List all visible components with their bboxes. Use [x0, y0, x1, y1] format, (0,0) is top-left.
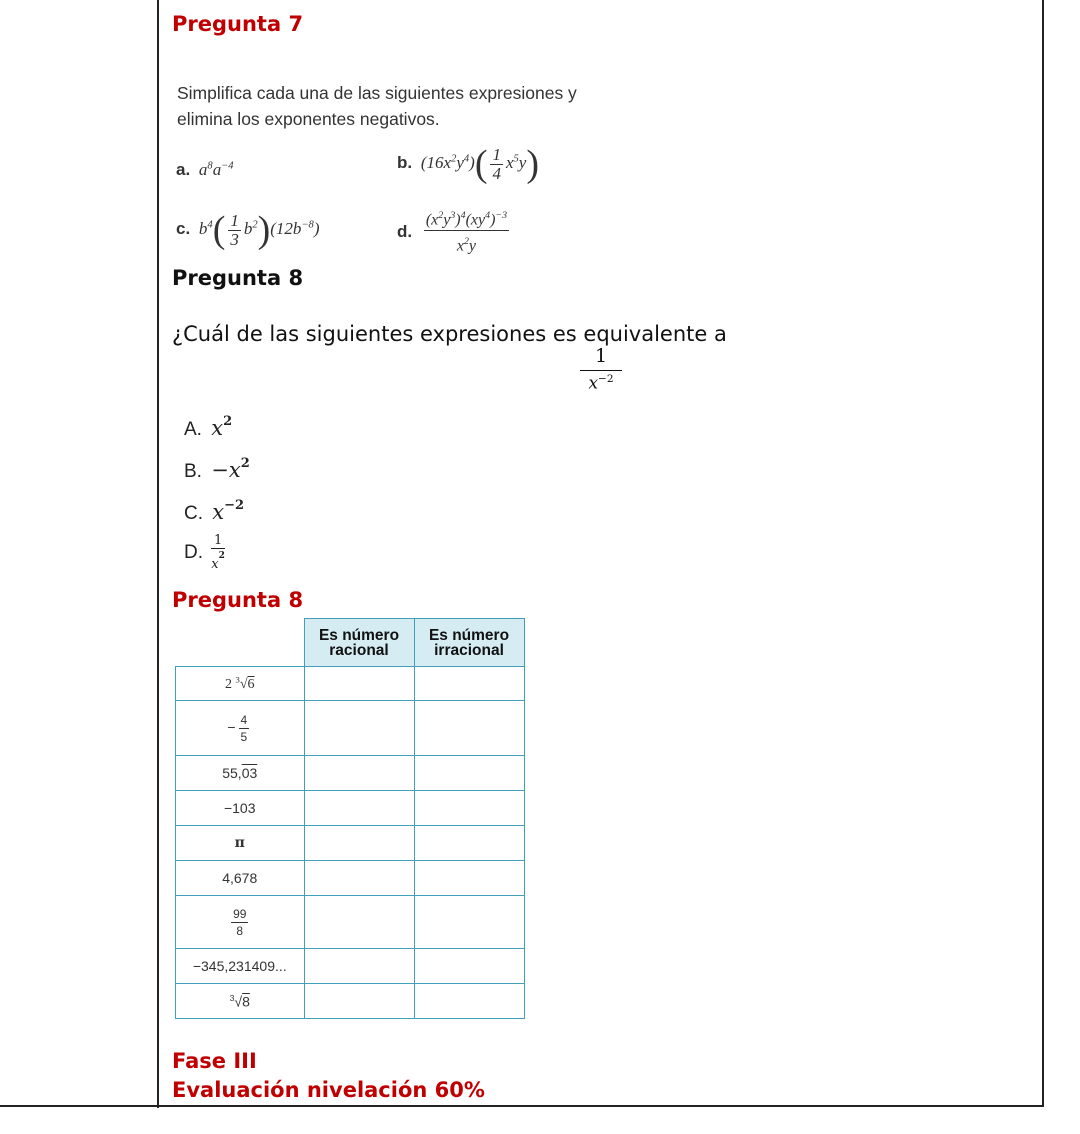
option-c-letter: C.	[184, 503, 203, 524]
cell-racional-8[interactable]	[304, 949, 414, 984]
row-label-6: 4,678	[176, 861, 305, 896]
row-label-2: − $\frac{4}{5}$	[176, 701, 305, 756]
option-c-expression: $x^{-2}$	[212, 498, 245, 524]
row-label-9: $^3$√8	[176, 984, 305, 1019]
exercise-b-label: b.	[397, 153, 413, 173]
frame-right-border	[1042, 0, 1044, 1106]
fraction-numerator: 1	[580, 345, 622, 371]
exercise-c-label: c.	[176, 219, 191, 239]
frame-left-border	[157, 0, 159, 1108]
option-d[interactable]	[184, 534, 228, 572]
exercise-a-label: a.	[176, 160, 191, 179]
header-irracional: Es número irracional	[414, 619, 524, 667]
cell-irracional-6[interactable]	[414, 861, 524, 896]
equivalent-fraction	[580, 345, 622, 394]
cell-racional-7[interactable]	[304, 896, 414, 949]
option-a-letter: A.	[184, 419, 202, 440]
number-classification-table	[175, 618, 525, 1019]
cell-racional-9[interactable]	[304, 984, 414, 1019]
option-d-expression: $\frac{1}{x^2}$	[211, 533, 225, 572]
option-c[interactable]	[184, 498, 244, 525]
cell-irracional-4[interactable]	[414, 791, 524, 826]
cell-irracional-5[interactable]	[414, 826, 524, 861]
row-label-3: 55,03	[176, 756, 305, 791]
pregunta-8-question: ¿Cuál de las siguientes expresiones es equivalente a	[172, 322, 727, 346]
cell-irracional-2[interactable]	[414, 701, 524, 756]
pregunta-7-intro: Simplifica cada una de las siguientes expresiones y elimina los exponentes negativos.	[177, 83, 577, 129]
fase-title: Fase III	[172, 1049, 257, 1073]
option-a-expression: $x^2$	[211, 414, 233, 440]
exercise-a	[176, 160, 234, 180]
cell-racional-6[interactable]	[304, 861, 414, 896]
option-b-letter: B.	[184, 461, 202, 482]
cell-racional-2[interactable]	[304, 701, 414, 756]
cell-irracional-8[interactable]	[414, 949, 524, 984]
header-racional: Es número racional	[304, 619, 414, 667]
exercise-d-expression: $\frac{(x^2y^3)^4(xy^4)^{-3}}{x^2y}$	[424, 206, 509, 258]
fraction-denominator: $x^{-2}$	[588, 373, 614, 394]
cell-irracional-1[interactable]	[414, 667, 524, 701]
cell-irracional-3[interactable]	[414, 756, 524, 791]
cell-irracional-7[interactable]	[414, 896, 524, 949]
row-label-4: −103	[176, 791, 305, 826]
cell-irracional-9[interactable]	[414, 984, 524, 1019]
exercise-d	[397, 206, 512, 258]
row-label-1: 2 $^3$√6	[176, 667, 305, 701]
pregunta-8-table-title: Pregunta 8	[172, 588, 304, 612]
cell-racional-4[interactable]	[304, 791, 414, 826]
exercise-b-expression: $(16x^2y^4)$( $\frac{1}{4}$ $x^5y$)	[420, 143, 539, 186]
row-label-7: $\frac{99}{8}$	[176, 896, 305, 949]
exercise-c-expression: $b^4$( $\frac{1}{3}$ $b^2)(12b^{-8})$	[198, 209, 320, 252]
row-label-8: −345,231409...	[176, 949, 305, 984]
evaluacion-title: Evaluación nivelación 60%	[172, 1078, 485, 1102]
option-d-letter: D.	[184, 542, 203, 563]
exercise-d-label: d.	[397, 221, 413, 241]
cell-racional-3[interactable]	[304, 756, 414, 791]
cell-racional-5[interactable]	[304, 826, 414, 861]
pregunta-8-title: Pregunta 8	[172, 266, 304, 290]
exercise-a-expression: $a^8a^{-4}$	[198, 160, 234, 179]
option-a[interactable]	[184, 414, 232, 441]
exercise-c	[176, 209, 320, 252]
exercise-b	[397, 143, 539, 186]
row-label-5: π	[176, 826, 305, 861]
cell-racional-1[interactable]	[304, 667, 414, 701]
option-b-expression: $-x^2$	[211, 456, 250, 482]
option-b[interactable]	[184, 456, 250, 483]
pregunta-7-title: Pregunta 7	[172, 12, 304, 36]
frame-bottom-border	[0, 1105, 1044, 1107]
